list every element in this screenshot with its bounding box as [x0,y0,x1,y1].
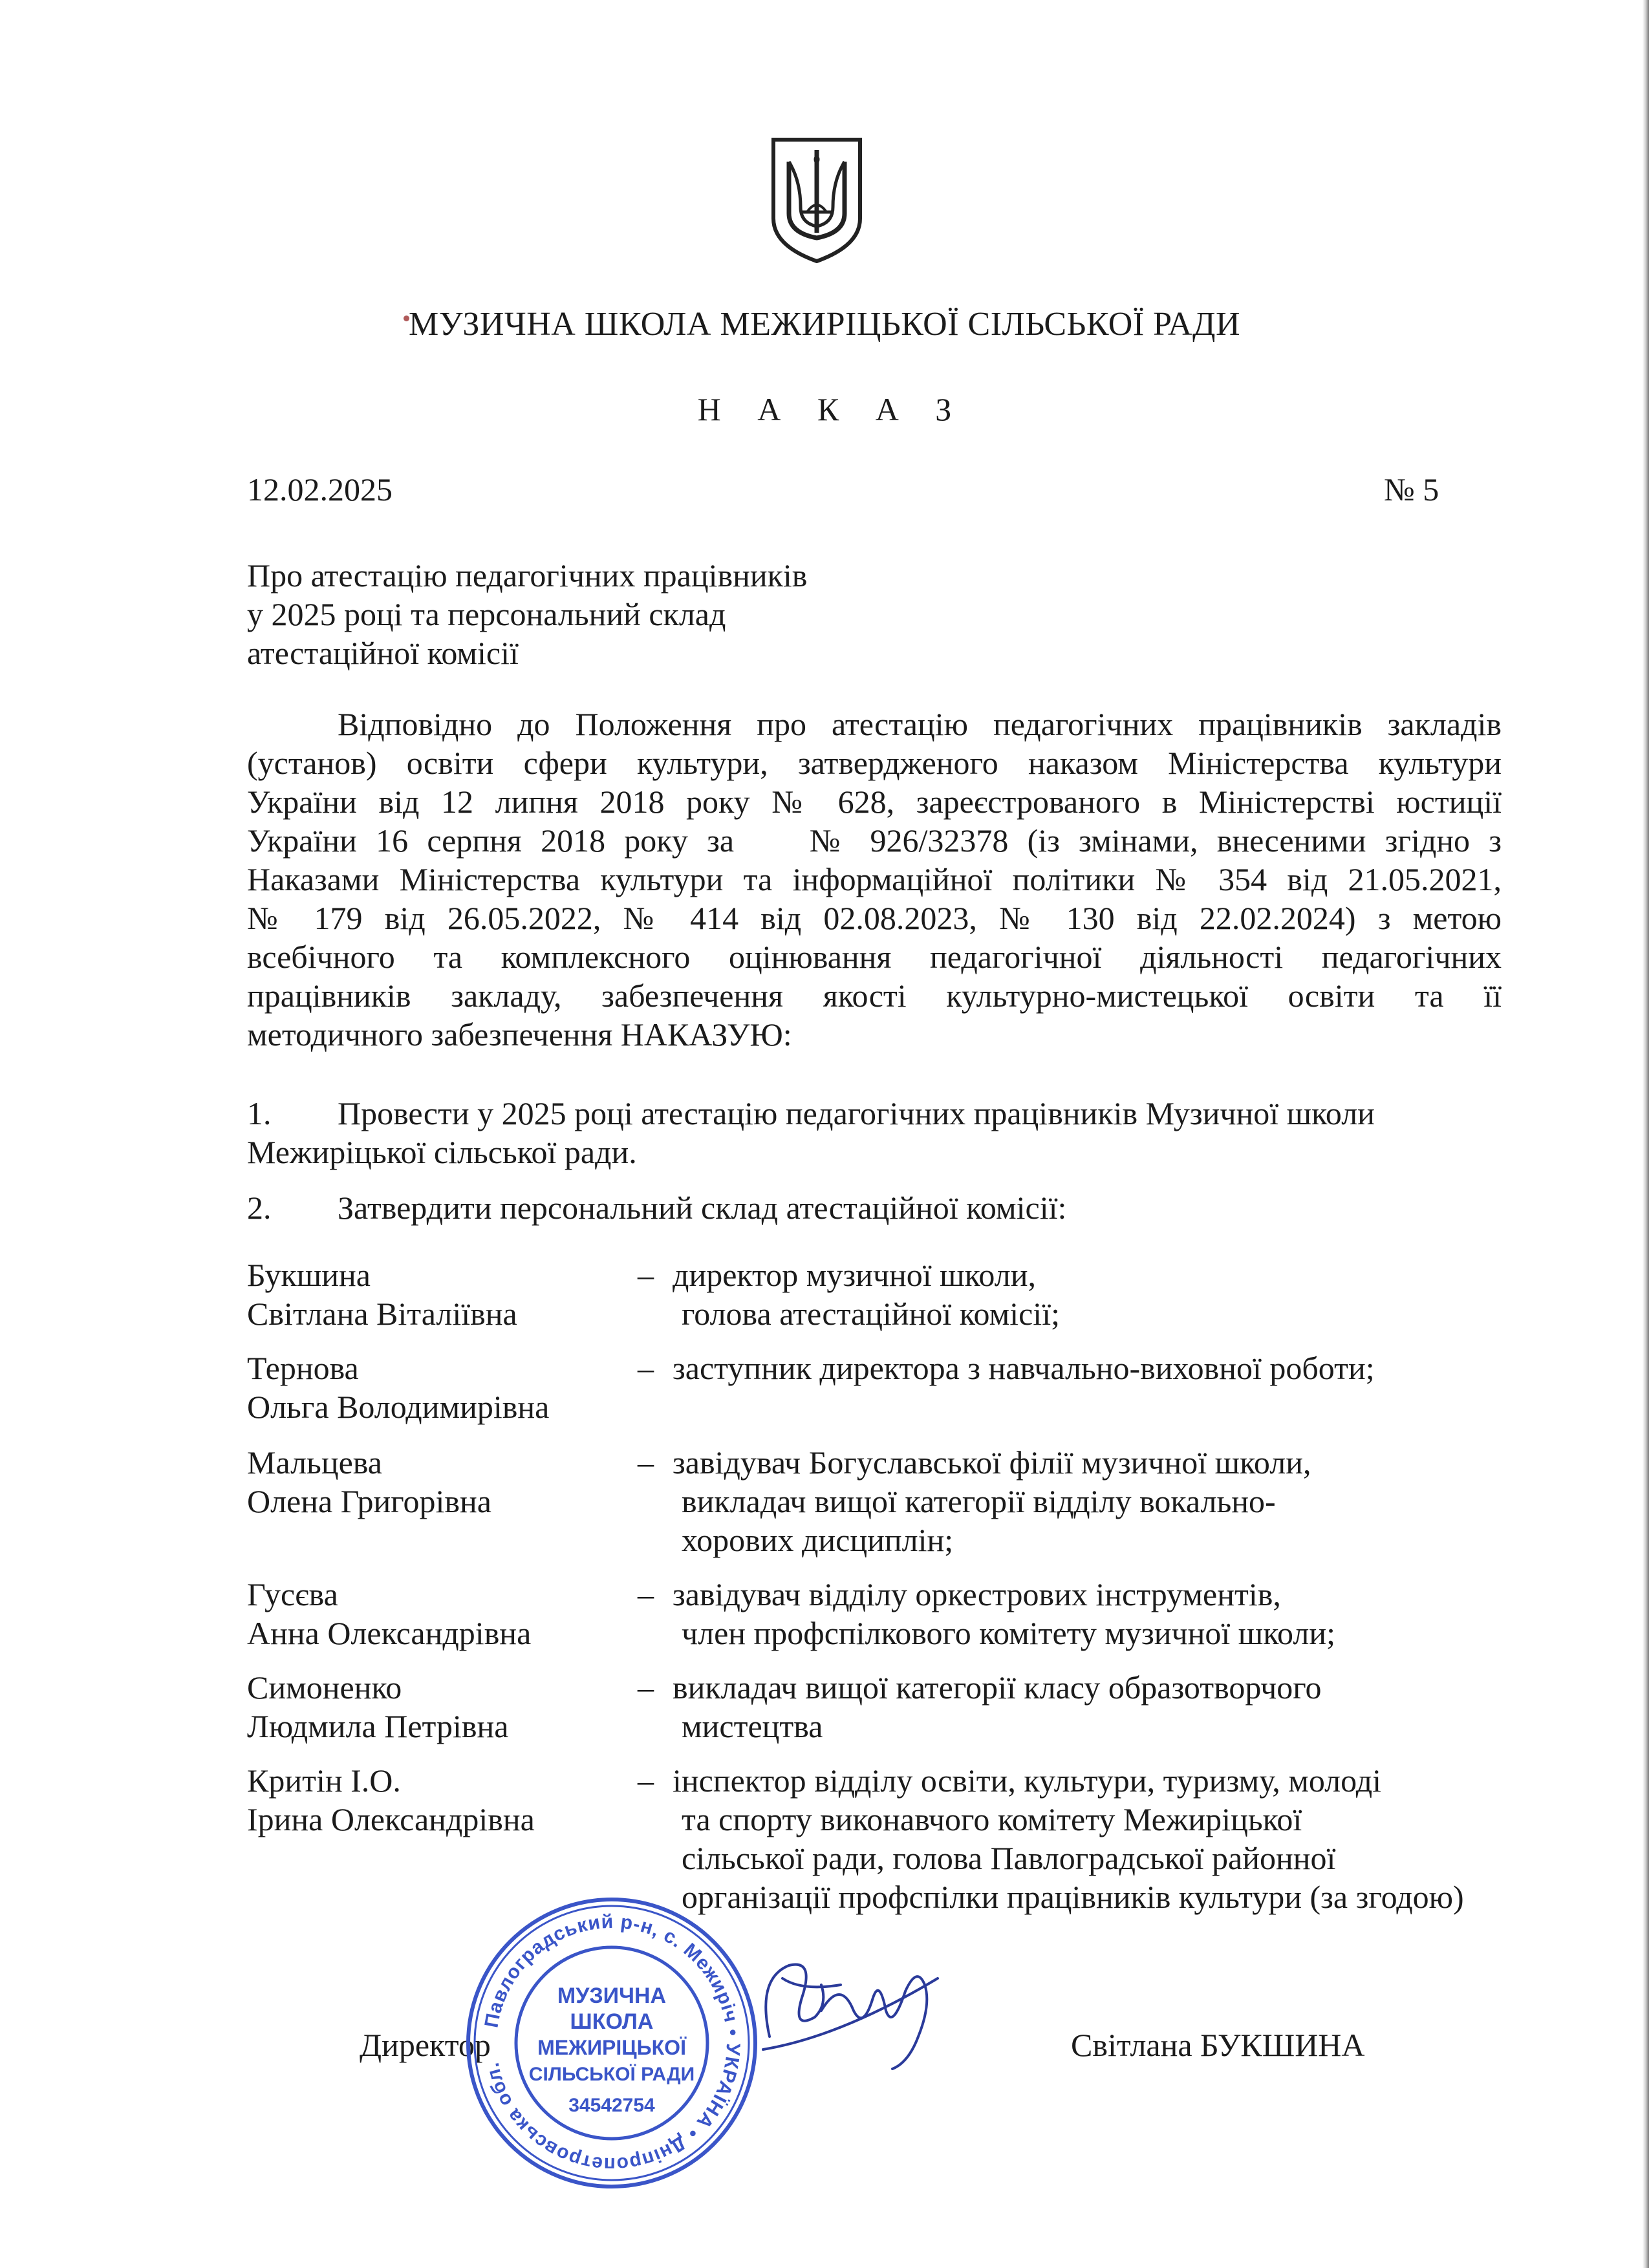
member-given-name: Анна Олександрівна [247,1615,532,1651]
member-given-name: Олена Григорівна [247,1483,491,1519]
member-dash: – [638,1444,654,1481]
trident-emblem-icon [768,136,865,265]
handwritten-signature [744,1940,951,2082]
member-role-line: та спорту виконавчого комітету Межиріцької [682,1801,1302,1837]
order-date: 12.02.2025 [247,471,393,508]
signatory-name: Світлана БУКШИНА [1071,2027,1365,2063]
subject-line: атестаційної комісії [247,635,519,671]
member-role-line: мистецтва [682,1708,823,1744]
member-role-line: директор музичної школи, [673,1257,1036,1293]
stamp-ring-text: Павлоградський р-н, с. Межиріч • УКРАЇНА • Дніпропетровська обл. [480,1910,744,2176]
preamble-line: всебічного та комплексного оцінювання педагогічної діяльності педагогічних [247,939,1502,975]
member-role-line: інспектор відділу освіти, культури, туризму, молоді [673,1762,1382,1799]
official-stamp [463,1894,760,2192]
member-surname: Букшина [247,1257,371,1293]
preamble-line: (установ) освіти сфери культури, затвердженого наказом Міністерства культури [247,745,1502,781]
member-role-line: викладач вищої категорії відділу вокально- [682,1483,1276,1519]
member-surname: Гусєва [247,1576,338,1612]
member-surname: Мальцева [247,1444,382,1481]
item-number: 2. [247,1190,272,1226]
member-surname: Симоненко [247,1669,402,1706]
preamble-paragraph [247,705,1502,1054]
member-surname: Критін І.О. [247,1762,401,1799]
member-role-line: член профспілкового комітету музичної школи; [682,1615,1335,1651]
preamble-line: Наказами Міністерства культури та інформаційної політики № 354 від 21.05.2021, [247,861,1502,897]
stamp-center-line: МЕЖИРІЦЬКОЇ [537,2036,686,2059]
member-role-line: заступник директора з навчально-виховної роботи; [673,1350,1375,1386]
document-type-heading: Н А К А З [697,391,966,427]
subject-line: у 2025 році та персональний склад [247,596,726,632]
member-given-name: Людмила Петрівна [247,1708,509,1744]
signature-position: Директор [360,2027,491,2063]
member-given-name: Ольга Володимирівна [247,1389,550,1425]
preamble-line: працівників закладу, забезпечення якості культурно-мистецької освіти та її [247,978,1502,1014]
item-text: Затвердити персональний склад атестаційної комісії: [338,1190,1067,1226]
member-dash: – [638,1576,654,1612]
member-role-line: завідувач Богуславської філії музичної школи, [673,1444,1311,1481]
order-subject [247,556,807,672]
preamble-line [247,821,1502,860]
member-role-line: завідувач відділу оркестрових інструментів, [673,1576,1281,1612]
member-dash: – [638,1350,654,1386]
stamp-code: 34542754 [568,2095,655,2116]
preamble-line-right: № 926/32378 (із змінами, внесеними згідно з [799,822,1502,859]
member-role-line: викладач вищої категорії класу образотворчого [673,1669,1322,1706]
member-given-name: Ірина Олександрівна [247,1801,535,1837]
preamble-line: України від 12 липня 2018 року № 628, зареєстрованого в Міністерстві юстиції [247,784,1502,820]
subject-line: Про атестацію педагогічних працівників [247,557,808,594]
stamp-center-line: ШКОЛА [570,2009,654,2034]
member-dash: – [638,1669,654,1706]
item-number: 1. [247,1095,272,1131]
preamble-line-left: України 16 серпня 2018 року за [247,822,735,859]
member-role-line: сільської ради, голова Павлоградської районної [682,1840,1336,1876]
member-surname: Тернова [247,1350,359,1386]
preamble-line: № 179 від 26.05.2022, № 414 від 02.08.2023, № 130 від 22.02.2024) з метою [247,900,1502,936]
stamp-center-line: СІЛЬСЬКОЇ РАДИ [528,2064,695,2085]
order-number: № 5 [1384,471,1439,508]
member-role-line: голова атестаційної комісії; [682,1296,1060,1332]
preamble-line: методичного забезпечення НАКАЗУЮ: [247,1016,792,1053]
item-text: Провести у 2025 році атестацію педагогічних працівників Музичної школи [338,1095,1375,1131]
preamble-line: Відповідно до Положення про атестацію педагогічних працівників закладів [338,706,1502,742]
member-role-line: організації профспілки працівників культури (за згодою) [682,1879,1464,1915]
stamp-center-line: МУЗИЧНА [557,1984,667,2008]
member-role-line: хорових дисциплін; [682,1522,954,1558]
item-text-continued: Межиріцької сільської ради. [247,1134,637,1170]
member-dash: – [638,1257,654,1293]
organization-title: МУЗИЧНА ШКОЛА МЕЖИРІЦЬКОЇ СІЛЬСЬКОЇ РАДИ [408,306,1241,343]
member-given-name: Світлана Віталіївна [247,1296,517,1332]
member-dash: – [638,1762,654,1799]
